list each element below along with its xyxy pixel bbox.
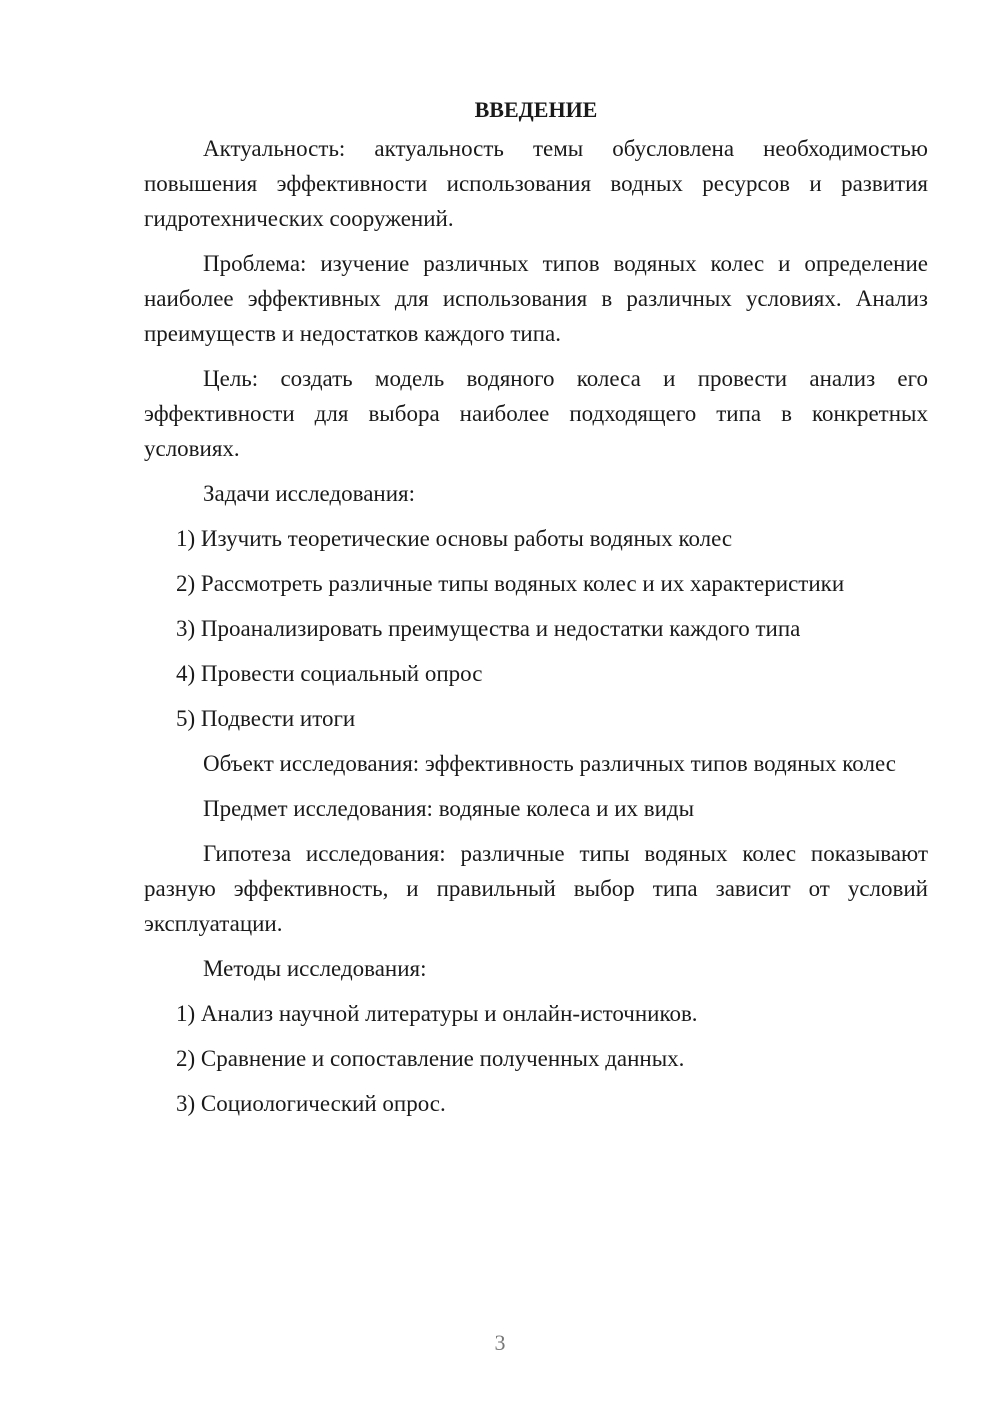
task-item: 4) Провести социальный опрос <box>176 661 483 686</box>
goal-paragraph: Цель: создать модель водяного колеса и провести анализ его эффективности для выбора наиболее подходящего типа в конкретных условиях. <box>144 366 928 461</box>
hypothesis-paragraph: Гипотеза исследования: различные типы водяных колес показывают разную эффективность, и правильный выбор типа зависит от условий эксплуатации. <box>144 841 928 936</box>
task-item: 1) Изучить теоретические основы работы водяных колес <box>176 526 733 551</box>
page-number: 3 <box>494 1330 506 1355</box>
tasks-heading: Задачи исследования: <box>203 481 416 506</box>
task-item: 3) Проанализировать преимущества и недостатки каждого типа <box>176 616 801 641</box>
subject-paragraph: Предмет исследования: водяные колеса и их виды <box>203 796 695 821</box>
task-item: 2) Рассмотреть различные типы водяных колес и их характеристики <box>176 571 845 596</box>
problem-paragraph: Проблема: изучение различных типов водяных колес и определение наиболее эффективных для использования в различных условиях. Анализ преимуществ и недостатков каждого типа. <box>144 251 928 346</box>
object-paragraph: Объект исследования: эффективность различных типов водяных колес <box>203 751 896 776</box>
task-item: 5) Подвести итоги <box>176 706 356 731</box>
methods-heading: Методы исследования: <box>203 956 427 981</box>
method-item: 1) Анализ научной литературы и онлайн-источников. <box>176 1001 698 1026</box>
relevance-paragraph: Актуальность: актуальность темы обусловлена необходимостью повышения эффективности использования водных ресурсов и развития гидротехнических сооружений. <box>144 136 928 231</box>
method-item: 3) Социологический опрос. <box>176 1091 446 1116</box>
page-content <box>144 92 928 1131</box>
section-title: ВВЕДЕНИЕ <box>474 97 598 122</box>
method-item: 2) Сравнение и сопоставление полученных данных. <box>176 1046 685 1071</box>
